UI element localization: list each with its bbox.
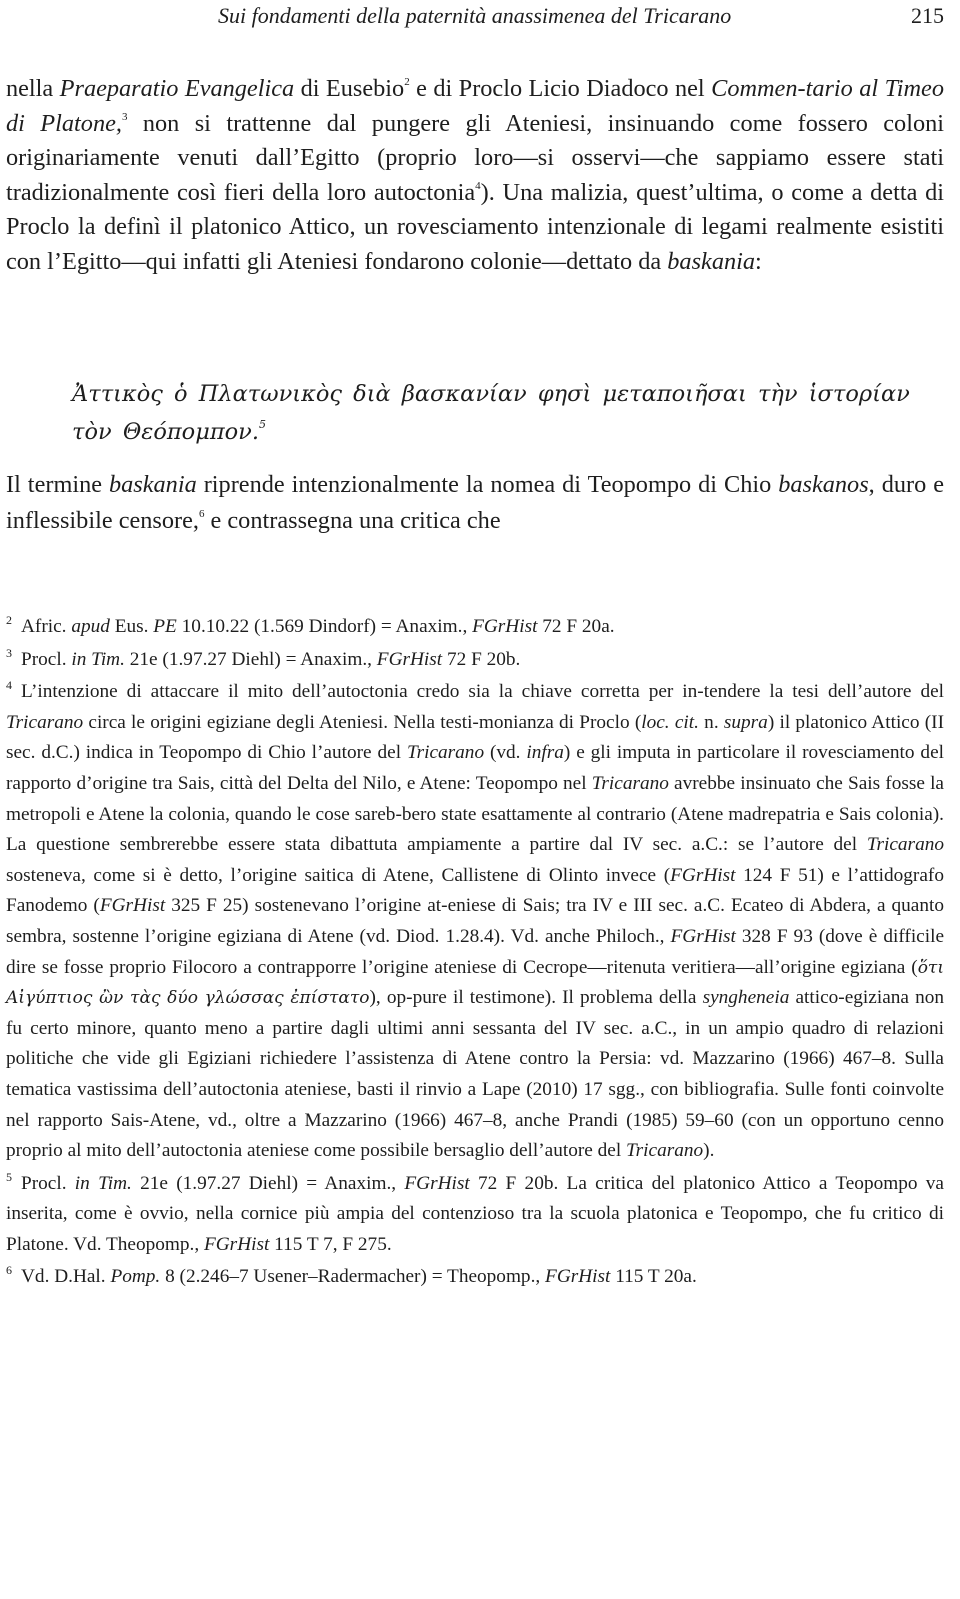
italic-term: supra (723, 711, 768, 733)
italic-title: Commen-tario al Timeo di Platone, (6, 75, 944, 137)
italic-term: FGrHist (545, 1266, 611, 1288)
text-run: 325 F 25) sostenevano l’origine at-eniese di Sais; tra IV e III sec. a.C. Ecateo di Abdera, a quanto sembra, sostenne l’origine egiziana di Atene (vd. Diod. 1.28.4). Vd. anche Philoch., (6, 895, 944, 947)
quote-line-2 (72, 413, 922, 451)
footnote-ref-6[interactable]: 6 (198, 508, 205, 520)
main-paragraph (6, 72, 944, 280)
text-run: di Eusebio (294, 75, 405, 102)
footnote-number: 3 (6, 645, 12, 660)
italic-term: loc. cit. (641, 711, 699, 733)
footnote-number: 4 (6, 678, 12, 693)
text-run: 72 F 20b. La critica del platonico Attico a Teopompo va inserita, come è ovvio, nella cornice più ampia del contenzioso tra la scuola platonica e Teopompo, che fu critico di Platone. Vd. Theopomp., (6, 1172, 944, 1255)
text-run: n. (698, 711, 724, 733)
italic-term: apud (71, 616, 110, 637)
text-run: ), op-pure il testimone). Il problema della (369, 987, 703, 1009)
text-run: riprende intenzionalmente la nomea di Teopompo di Chio (196, 471, 779, 498)
text-run: non si trattenne dal pungere gli Ateniesi, insinuando come fossero coloni originariamente venuti dall’Egitto (proprio loro—si osservi—che sappiamo essere stati tradizionalmente così fieri della loro autoctonia (6, 109, 944, 206)
footnote-6 (6, 1262, 944, 1293)
italic-term: in Tim. (71, 648, 125, 670)
italic-title: Praeparatio Evangelica (59, 75, 295, 102)
italic-term: FGrHist (404, 1172, 470, 1194)
italic-term: Tricarano (406, 742, 485, 764)
footnote-number: 2 (6, 613, 12, 627)
paragraph-2 (6, 467, 944, 539)
text-run: 8 (2.246–7 Usener–Radermacher) = Theopomp., (160, 1266, 546, 1288)
italic-term: Tricarano (626, 1140, 704, 1162)
text-run: Eus. (109, 616, 154, 637)
text-run: circa le origini egiziane degli Ateniesi. Nella testi-monianza di Proclo ( (83, 711, 642, 733)
italic-term: Tricarano (866, 834, 944, 856)
text-run: L’intenzione di attaccare il mito dell’autoctonia credo sia la chiave corretta per in-tendere la tesi dell’autore del (21, 681, 944, 703)
footnote-ref-4[interactable]: 4 (475, 179, 481, 192)
quote-line-1: Ἀττικὸς ὁ Πλατωνικὸς διὰ βασκανίαν φησὶ μεταποιῆσαι τὴν ἱστορίαν (72, 381, 910, 407)
second-paragraph (6, 467, 944, 539)
italic-term: infra (526, 742, 564, 764)
footnotes (6, 612, 944, 1295)
text-run: ). Una malizia, quest’ultima, o come a detta di Proclo la definì il platonico Attico, un rovesciamento intenzionale di legami realmente esistiti con l’Egitto—qui infatti gli Ateniesi fondarono colonie—dettato da (6, 178, 945, 275)
italic-term: Pomp. (110, 1266, 161, 1288)
footnote-5 (6, 1169, 944, 1261)
text-run: Vd. D.Hal. (21, 1266, 111, 1288)
italic-term: syngheneia (702, 987, 790, 1009)
text-run: 21e (1.97.27 Diehl) = Anaxim., (124, 648, 377, 670)
text-run: attico-egiziana non fu certo minore, quanto meno a partire dagli ultimi anni sessanta del IV sec. a.C., in un ampio quadro di relazioni politiche che vide gli Egiziani richiedere l’assistenza di Atene contro la Persia: vd. Mazzarino (1966) 467–8. Sulla tematica vastissima dell’autoctonia ateniese, basti il rinvio a Lape (2010) 17 sgg., con bibliografia. Sulle fonti coinvolte nel rapporto Sais-Atene, vd., oltre a Mazzarino (1966) 467–8, anche Prandi (1985) 59–60 (con un opportuno cenno proprio al mito dell’autoctonia ateniese come possibile bersaglio dell’autore del (6, 987, 944, 1162)
italic-term: FGrHist (376, 648, 443, 670)
italic-term: FGrHist (472, 616, 538, 637)
italic-term: baskanos (778, 471, 869, 498)
text-run: , duro e inflessibile censore, (6, 471, 944, 534)
text-run: 10.10.22 (1.569 Dindorf) = Anaxim., (176, 616, 473, 637)
text-run: 72 F 20b. (442, 648, 521, 670)
greek-quotation (72, 375, 922, 451)
text-run: nella (6, 75, 60, 102)
text-run: e di Proclo Licio Diadoco nel (409, 75, 712, 102)
footnote-2 (6, 612, 944, 643)
text-run: Procl. (21, 648, 72, 670)
footnote-ref-5[interactable]: 5 (259, 418, 267, 431)
page-number: 215 (911, 3, 944, 28)
italic-term: baskania (667, 247, 756, 275)
text-run: ) il platonico Attico (II sec. d.C.) indica in Teopompo di Chio l’autore del (6, 711, 944, 764)
text-run: (vd. (484, 742, 527, 764)
text-run: 115 T 7, F 275. (269, 1233, 392, 1255)
italic-term: Tricarano (6, 711, 84, 733)
italic-term: baskania (109, 471, 197, 498)
footnote-ref-3[interactable]: 3 (121, 110, 128, 123)
text-run: 115 T 20a. (610, 1266, 697, 1288)
text-run: Il termine (6, 471, 109, 498)
text-run: 21e (1.97.27 Diehl) = Anaxim., (131, 1172, 405, 1194)
footnote-3 (6, 645, 944, 676)
footnote-number: 5 (6, 1169, 12, 1184)
italic-term: FGrHist (670, 864, 736, 886)
italic-term: PE (153, 616, 177, 637)
italic-term: FGrHist (203, 1233, 270, 1255)
greek-quote: ὅτι Αἰγύπτιος ὢν τὰς δύο γλώσσας ἐπίστατο (6, 957, 944, 1009)
italic-term: FGrHist (99, 895, 166, 917)
text-run: Afric. (21, 616, 72, 637)
italic-term: Tricarano (591, 772, 669, 794)
text-run: sosteneva, come si è detto, l’origine saitica di Atene, Callistene di Olinto invece ( (6, 864, 671, 886)
text-run: ) e gli imputa in particolare il rovesciamento del rapporto d’origine tra Sais, città del Delta del Nilo, e Atene: Teopompo nel (6, 742, 944, 794)
text-run: 328 F 93 (dove è difficile dire se fosse proprio Filocoro a contrapporre l’origine ateniese di Cecrope—ritenuta veritiera—all’origine egiziana ( (6, 925, 945, 978)
text-run: : (755, 247, 762, 275)
paragraph-1 (6, 72, 944, 280)
footnote-number: 6 (6, 1263, 12, 1278)
quote-text: τὸν Θεόπομπον. (72, 419, 260, 445)
text-run: avrebbe insinuato che Sais fosse la metropoli e Atene la colonia, quando le cose sareb-bero state esattamente al contrario (Atene madrepatria e Sais colonia). La questione sembrerebbe essere stata dibattuta ampiamente a partire dal IV sec. a.C.: se l’autore del (6, 772, 944, 856)
footnote-4 (6, 677, 944, 1167)
text-run: 72 F 20a. (537, 616, 615, 637)
italic-term: FGrHist (670, 925, 736, 947)
italic-term: in Tim. (74, 1172, 132, 1194)
running-title: Sui fondamenti della paternità anassimenea del Tricarano (218, 3, 732, 28)
footnote-ref-2[interactable]: 2 (404, 76, 410, 88)
text-run: e contrassegna una critica che (204, 507, 501, 534)
text-run: Procl. (21, 1172, 75, 1194)
text-run: ). (703, 1140, 715, 1162)
text-run: 124 F 51) e l’attidografo Fanodemo ( (6, 864, 944, 917)
